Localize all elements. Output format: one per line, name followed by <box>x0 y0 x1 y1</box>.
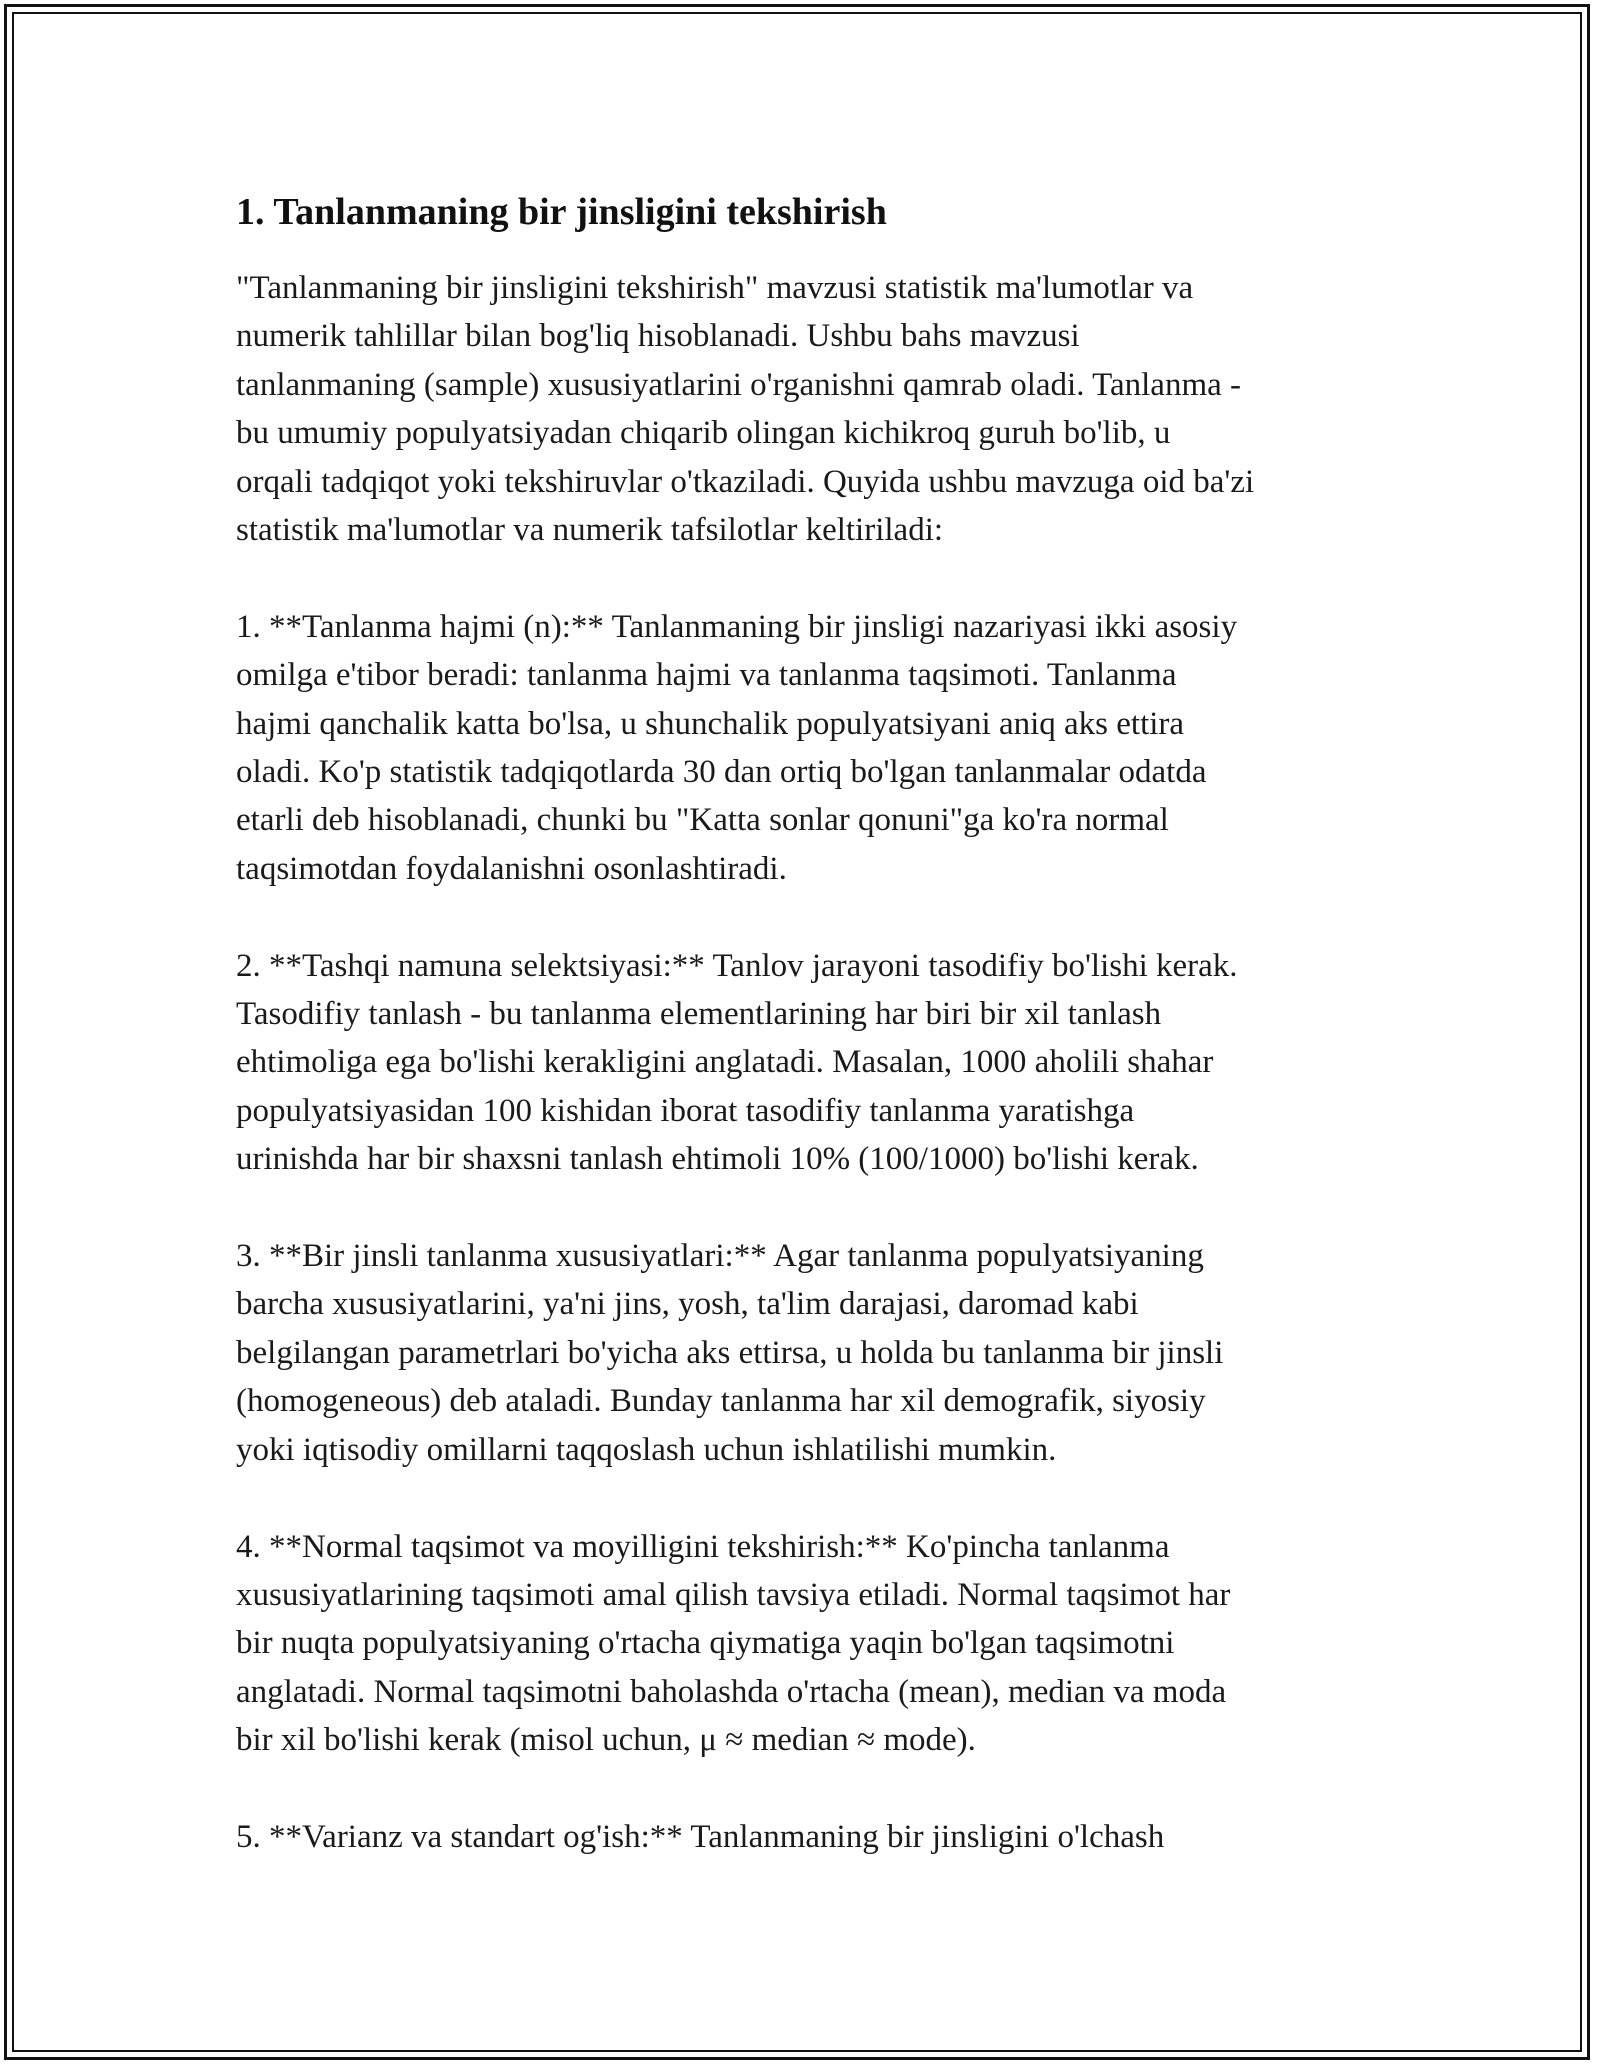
text-line: bir nuqta populyatsiyaning o'rtacha qiymatiga yaqin bo'lgan taqsimotni <box>236 1625 1175 1662</box>
text-line: Tasodifiy tanlash - bu tanlanma elementlarining har biri bir xil tanlash <box>236 996 1162 1033</box>
text-line: 1. **Tanlanma hajmi (n):** Tanlanmaning bir jinsligi nazariyasi ikki asosiy <box>236 608 1238 645</box>
text-line: belgilangan parametrlari bo'yicha aks ettirsa, u holda bu tanlanma bir jinsli <box>236 1334 1224 1371</box>
text-line: yoki iqtisodiy omillarni taqqoslash uchun ishlatilishi mumkin. <box>236 1431 1057 1468</box>
text-line: xususiyatlarining taqsimoti amal qilish tavsiya etiladi. Normal taqsimot har <box>236 1576 1231 1613</box>
numbered-paragraph <box>236 1813 1376 1861</box>
document-body <box>236 188 1376 1910</box>
text-line: statistik ma'lumotlar va numerik tafsilotlar keltiriladi: <box>236 512 944 549</box>
paragraph-list <box>236 264 1376 1861</box>
text-line: 3. **Bir jinsli tanlanma xususiyatlari:** Agar tanlanma populyatsiyaning <box>236 1238 1204 1275</box>
text-line: numerik tahlillar bilan bog'liq hisoblanadi. Ushbu bahs mavzusi <box>236 318 1080 355</box>
text-line: omilga e'tibor beradi: tanlanma hajmi va tanlanma taqsimoti. Tanlanma <box>236 657 1177 694</box>
text-line: orqali tadqiqot yoki tekshiruvlar o'tkaziladi. Quyida ushbu mavzuga oid ba'zi <box>236 463 1255 500</box>
document-title: 1. Tanlanmaning bir jinsligini tekshirish <box>236 191 887 233</box>
text-line: urinishda har bir shaxsni tanlash ehtimoli 10% (100/1000) bo'lishi kerak. <box>236 1141 1199 1178</box>
text-line: anglatadi. Normal taqsimotni baholashda o'rtacha (mean), median va moda <box>236 1673 1227 1710</box>
text-line: hajmi qanchalik katta bo'lsa, u shunchalik populyatsiyani aniq aks ettira <box>236 705 1185 742</box>
text-line: 4. **Normal taqsimot va moyilligini tekshirish:** Ko'pincha tanlanma <box>236 1528 1170 1565</box>
text-line: barcha xususiyatlarini, ya'ni jins, yosh, ta'lim darajasi, daromad kabi <box>236 1286 1139 1323</box>
text-line: 5. **Varianz va standart og'ish:** Tanlanmaning bir jinsligini o'lchash <box>236 1818 1165 1855</box>
text-line: bu umumiy populyatsiyadan chiqarib olingan kichikroq guruh bo'lib, u <box>236 415 1171 452</box>
intro-paragraph <box>236 264 1376 554</box>
text-line: 2. **Tashqi namuna selektsiyasi:** Tanlov jarayoni tasodifiy bo'lishi kerak. <box>236 947 1238 984</box>
text-line: taqsimotdan foydalanishni osonlashtiradi. <box>236 850 787 887</box>
numbered-paragraph <box>236 942 1376 1184</box>
text-line: tanlanmaning (sample) xususiyatlarini o'rganishni qamrab oladi. Tanlanma - <box>236 366 1242 403</box>
numbered-paragraph <box>236 603 1376 893</box>
text-line: populyatsiyasidan 100 kishidan iborat tasodifiy tanlanma yaratishga <box>236 1092 1135 1129</box>
numbered-paragraph <box>236 1232 1376 1474</box>
text-line: bir xil bo'lishi kerak (misol uchun, μ ≈ median ≈ mode). <box>236 1722 976 1759</box>
text-line: etarli deb hisoblanadi, chunki bu "Katta sonlar qonuni"ga ko'ra normal <box>236 802 1169 839</box>
numbered-paragraph <box>236 1523 1376 1765</box>
text-line: "Tanlanmaning bir jinsligini tekshirish" mavzusi statistik ma'lumotlar va <box>236 270 1194 306</box>
text-line: ehtimoliga ega bo'lishi kerakligini anglatadi. Masalan, 1000 aholili shahar <box>236 1044 1214 1081</box>
text-line: (homogeneous) deb ataladi. Bunday tanlanma har xil demografik, siyosiy <box>236 1383 1206 1420</box>
text-line: oladi. Ko'p statistik tadqiqotlarda 30 dan ortiq bo'lgan tanlanmalar odatda <box>236 754 1207 791</box>
